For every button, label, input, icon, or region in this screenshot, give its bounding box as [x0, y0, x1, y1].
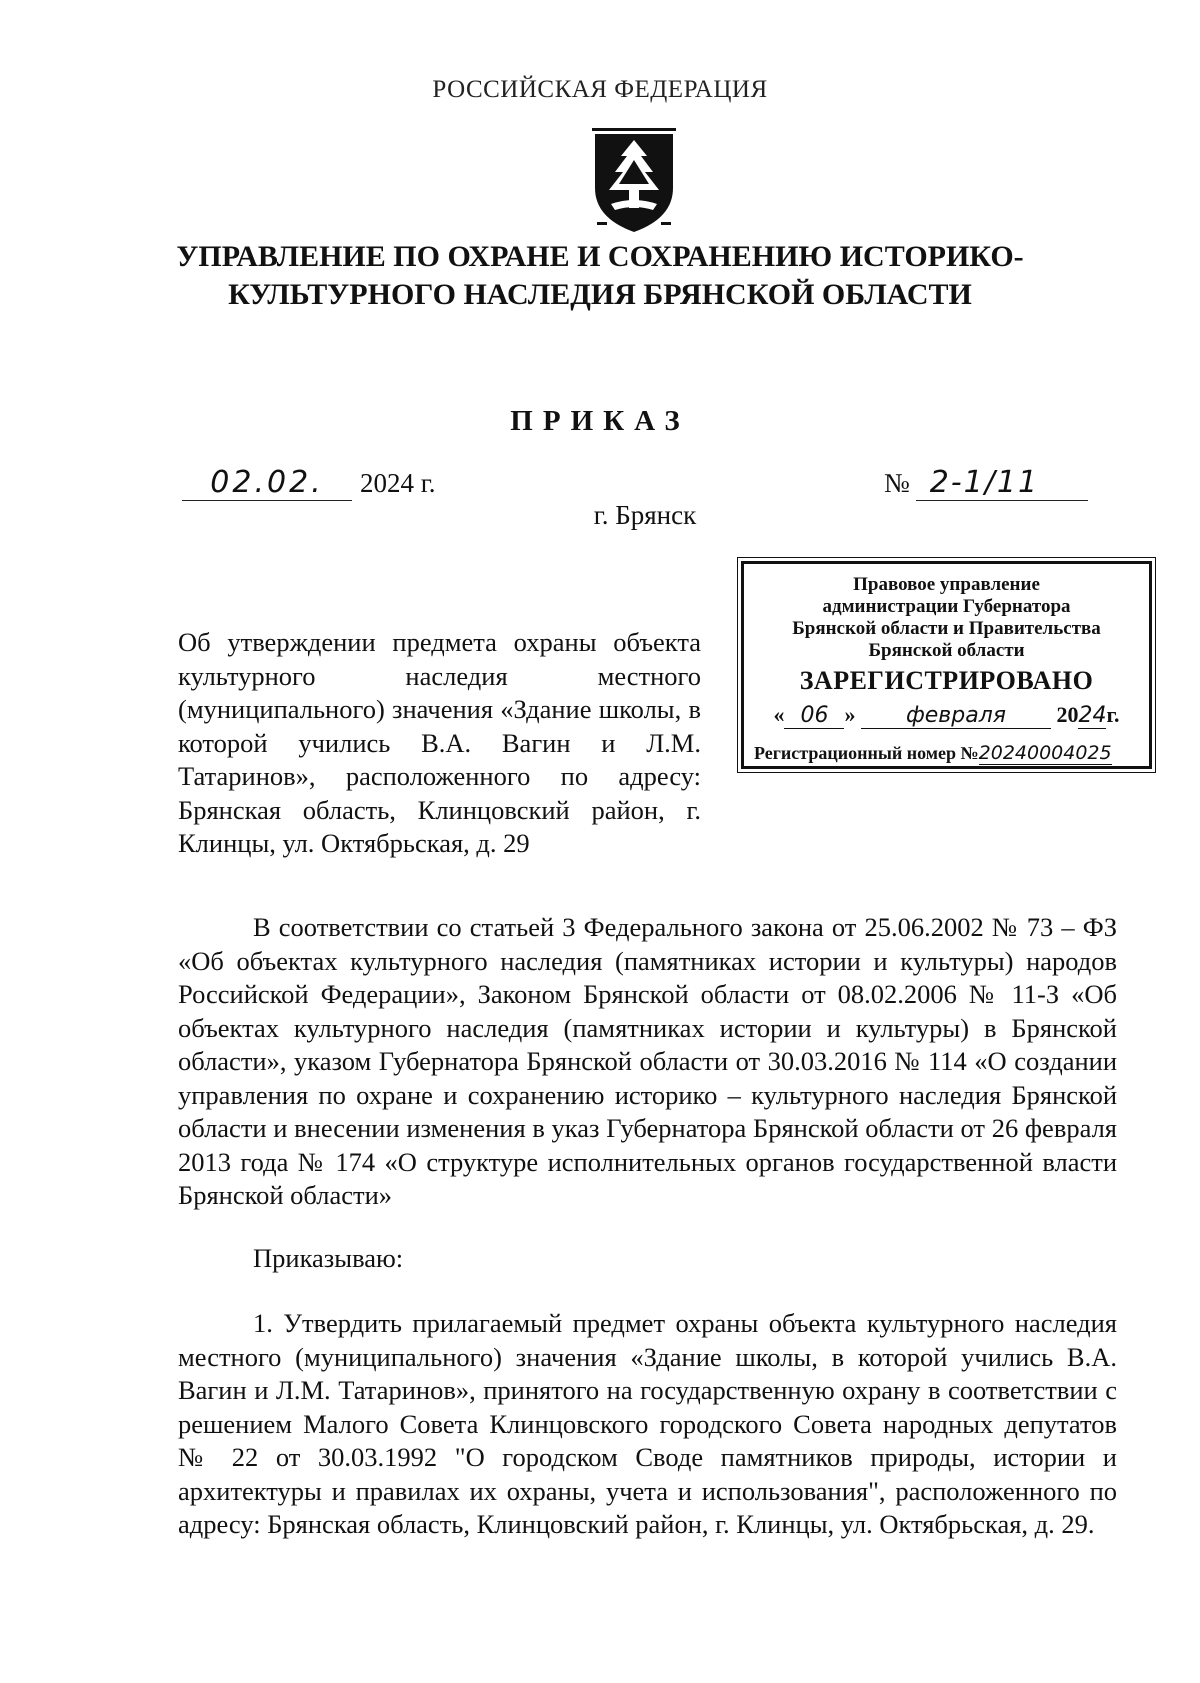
order-item-1: 1. Утвердить прилагаемый предмет охраны объекта культурного наследия местного (муниципального) значения «Здание школы, в которой учились В.А. Вагин и Л.М. Татаринов», принятого на государственную охрану в соответствии с решением Малого Совета Клинцовского городского Совета народных депутатов № 22 от 30.03.1992 "О городском Своде памятников природы, истории и архитектуры и правилах их охраны, учета и использования", расположенного по адресу: Брянская область, Клинцовский район, г. Клинцы, ул. Октябрьская, д. 29. [178, 1308, 1117, 1539]
agency-name [150, 238, 1050, 314]
stamp-registration-number [744, 742, 1149, 764]
stamp-year-handwritten: 24 [1078, 703, 1107, 728]
stamp-org-line-1: Правовое управление [853, 574, 1040, 595]
order-number [884, 465, 1088, 501]
coat-of-arms-icon [589, 126, 679, 238]
agency-name-line-1: УПРАВЛЕНИЕ ПО ОХРАНЕ И СОХРАНЕНИЮ ИСТОРИКО- [176, 240, 1024, 273]
stamp-org-line-4: Брянской области [868, 640, 1025, 661]
stamp-day-handwritten: 06 [784, 703, 844, 729]
order-number-handwritten: 2-1/11 [916, 465, 1088, 501]
stamp-quote-close: » [844, 702, 856, 727]
stamp-month-handwritten: февраля [861, 703, 1051, 729]
order-subject: Об утверждении предмета охраны объекта культурного наследия местного (муниципального) значения «Здание школы, в которой учились В.А. Вагин и Л.М. Татаринов», расположенного по адресу: Брянская область, Клинцовский район, г. Клинцы, ул. Октябрьская, д. 29 [178, 627, 701, 858]
stamp-date [744, 702, 1149, 732]
order-date [182, 465, 436, 505]
order-title: ПРИКАЗ [510, 405, 690, 437]
stamp-org-line-3: Брянской области и Правительства [792, 618, 1101, 639]
agency-name-line-2: КУЛЬТУРНОГО НАСЛЕДИЯ БРЯНСКОЙ ОБЛАСТИ [228, 278, 972, 311]
stamp-year-suffix: г. [1106, 702, 1120, 727]
order-word: Приказываю: [253, 1243, 404, 1273]
preamble-paragraph: В соответствии со статьей 3 Федерального закона от 25.06.2002 № 73 – ФЗ «Об объектах культурного наследия (памятниках истории и культуры) народов Российской Федерации», Законом Брянской области от 08.02.2006 № 11-З «Об объектах культурного наследия (памятниках истории и культуры) в Брянской области», указом Губернатора Брянской области от 30.03.2016 № 114 «О создании управления по охране и сохранению историко – культурного наследия Брянской области и внесении изменения в указ Губернатора Брянской области от 26 февраля 2013 года № 174 «О структуре исполнительных органов государственной власти Брянской области» [178, 912, 1117, 1210]
order-city: г. Брянск [593, 500, 697, 530]
order-date-handwritten: 02.02. [182, 465, 352, 501]
stamp-reg-label: Регистрационный номер № [754, 743, 979, 763]
number-sign: № [884, 468, 910, 498]
stamp-reg-number-handwritten: 20240004025 [978, 742, 1112, 764]
stamp-quote-open: « [773, 702, 785, 727]
stamp-org-line-2: администрации Губернатора [822, 596, 1071, 617]
registration-stamp [741, 561, 1152, 769]
stamp-registered: ЗАРЕГИСТРИРОВАНО [799, 666, 1094, 695]
order-year: 2024 г. [360, 468, 436, 498]
country-heading: РОССИЙСКАЯ ФЕДЕРАЦИЯ [432, 76, 768, 103]
stamp-year-prefix: 20 [1056, 702, 1079, 727]
